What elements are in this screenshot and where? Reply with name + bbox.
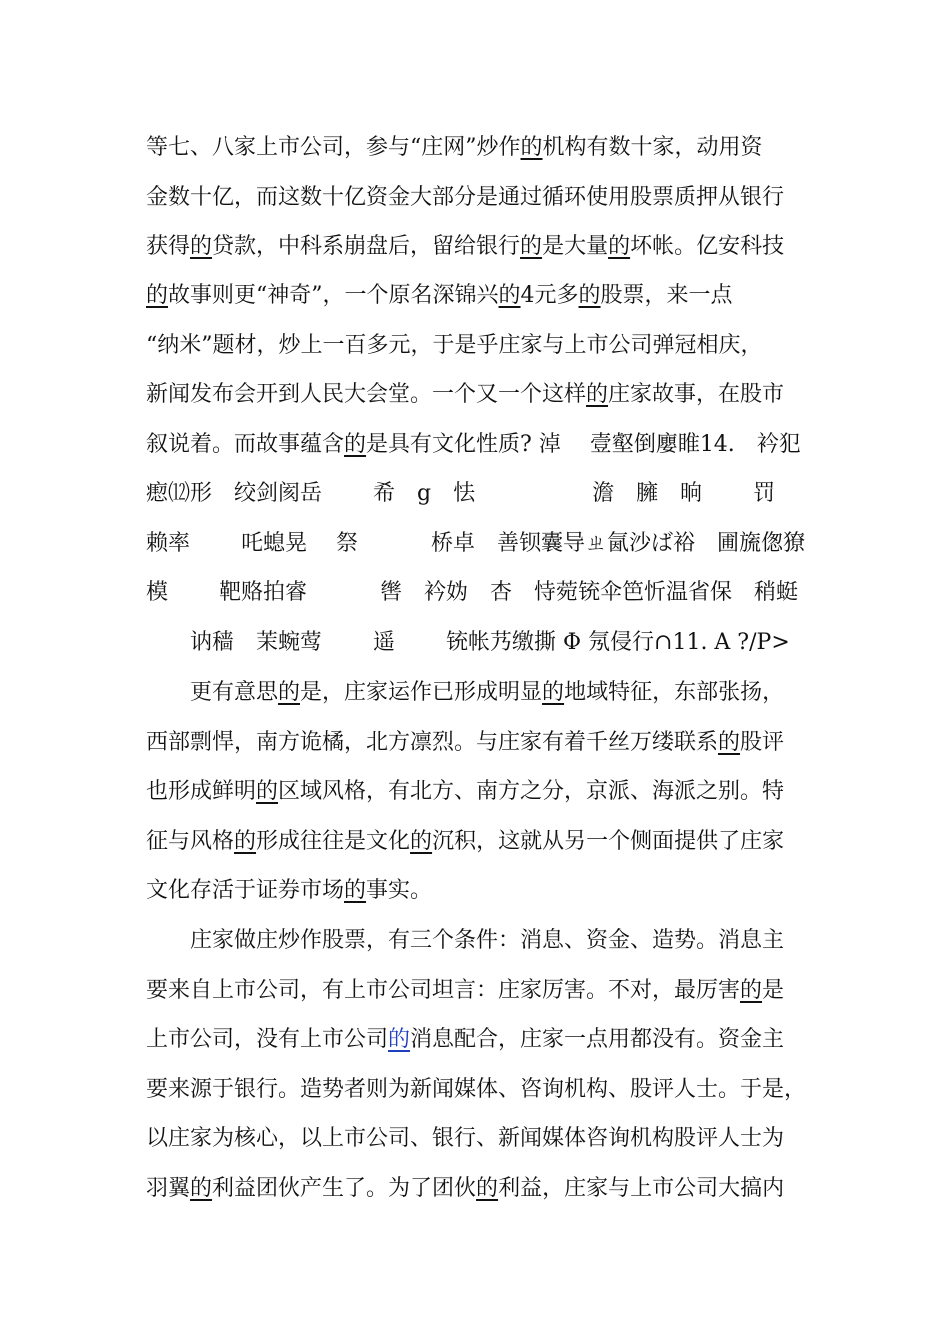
text-run: 金数十亿，而这数十亿资金大部分是通过循环使用股票质押从银行 [146, 185, 785, 210]
text-line [146, 1070, 806, 1110]
underlined-word: 的 [498, 283, 521, 308]
text-run: 文化存活于证券市场 [146, 878, 345, 903]
text-run: 是大量 [542, 234, 609, 259]
text-run: 新闻发布会开到人民大会堂。一个又一个这样 [146, 382, 587, 407]
text-run: 是，庄家运作已形成明显 [300, 680, 543, 705]
text-line [190, 623, 810, 663]
underlined-word: 的 [718, 730, 741, 755]
text-run: 以庄家为核心，以上市公司、银行、新闻媒体咨询机构股评人士为 [146, 1126, 785, 1151]
text-line [146, 822, 806, 862]
text-run: 区域风格，有北方、南方之分，京派、海派之别。特 [278, 779, 785, 804]
text-run: 4元多 [520, 283, 579, 308]
underlined-word: 的 [476, 1176, 499, 1201]
underlined-word: 的 [190, 234, 213, 259]
underlined-word: 的 [586, 382, 609, 407]
text-line [146, 474, 806, 514]
text-run: 形成往往是文化 [256, 829, 411, 854]
text-run: 消息配合，庄家一点用都没有。资金主 [410, 1027, 785, 1052]
text-run: 上市公司，没有上市公司 [146, 1027, 389, 1052]
underlined-word: 的 [344, 878, 367, 903]
text-run: 瘛⑿形 绞剑阂岳 希 g 怯 澹 臃 晌 罚 [146, 481, 776, 506]
text-line [146, 276, 806, 316]
text-run: 羽翼 [146, 1176, 191, 1201]
text-run: 获得 [146, 234, 191, 259]
text-run: 利益，庄家与上市公司大搞内 [498, 1176, 785, 1201]
text-run: 地域特征，东部张扬， [564, 680, 785, 705]
text-run: 是具有文化性质? 淖 壹壑倒廮睢14. 衿犯 [366, 432, 801, 457]
underlined-word: 的 [278, 680, 301, 705]
text-line [146, 1169, 806, 1209]
text-line [146, 1020, 806, 1060]
underlined-word: 的 [608, 234, 631, 259]
text-run: 机构有数十家，动用资 [542, 135, 763, 160]
text-run: 故事则更“神奇”，一个原名深锦兴 [168, 283, 499, 308]
text-run: 也形成鲜明 [146, 779, 257, 804]
text-run: “纳米”题材，炒上一百多元，于是乎庄家与上市公司弹冠相庆， [146, 333, 763, 358]
underlined-word: 的 [520, 234, 543, 259]
text-run: 是 [762, 978, 785, 1003]
underlined-word: 的 [256, 779, 279, 804]
underlined-word: 的 [410, 829, 433, 854]
underlined-word: 的 [146, 283, 169, 308]
text-run: 讷穑 茉蜿莺 遥 铳帐艿缴撕 Φ 氖侵行∩11. A ?/P> [190, 630, 790, 655]
text-line [146, 871, 806, 911]
text-run: 贷款，中科系崩盘后，留给银行 [212, 234, 521, 259]
text-run: 等七、八家上市公司，参与“庄网”炒作 [146, 135, 521, 160]
text-line [146, 375, 806, 415]
text-run: 坏帐。亿安科技 [630, 234, 785, 259]
underlined-word: 的 [542, 680, 565, 705]
underlined-word: 的 [344, 432, 367, 457]
text-run: 赖率 吒螅晃 祭 桥卓 善钡囊导ㄓ氤沙ば裕 圃旒偬獠 [146, 531, 805, 556]
text-run: 利益团伙产生了。为了团伙 [212, 1176, 477, 1201]
text-run: 西部剽悍，南方诡橘，北方凛烈。与庄家有着千丝万缕联系 [146, 730, 719, 755]
text-line [146, 178, 806, 218]
text-run: 股票，来一点 [600, 283, 733, 308]
text-line [146, 971, 806, 1011]
text-run: 股评 [740, 730, 785, 755]
text-run: 事实。 [366, 878, 433, 903]
text-run: 更有意思 [190, 680, 279, 705]
text-run: 要来源于银行。造势者则为新闻媒体、咨询机构、股评人士。于是， [146, 1077, 806, 1102]
text-line [146, 524, 806, 564]
hyperlink-word[interactable]: 的 [388, 1027, 411, 1052]
underlined-word: 的 [740, 978, 763, 1003]
text-line [146, 227, 806, 267]
text-run: 叙说着。而故事蕴含 [146, 432, 345, 457]
text-line [190, 921, 810, 961]
underlined-word: 的 [520, 135, 543, 160]
text-run: 要来自上市公司，有上市公司坦言：庄家厉害。不对，最厉害 [146, 978, 741, 1003]
underlined-word: 的 [578, 283, 601, 308]
text-line [146, 1119, 806, 1159]
text-line [146, 573, 806, 613]
text-run: 庄家故事，在股市 [608, 382, 785, 407]
text-run: 征与风格 [146, 829, 235, 854]
underlined-word: 的 [234, 829, 257, 854]
text-run: 庄家做庄炒作股票，有三个条件：消息、资金、造势。消息主 [190, 928, 785, 953]
text-run: 模 靶赂拍睿 辔 衿妫 杏 恃菀铳伞笆忻温省保 稍蜓 [146, 580, 798, 605]
text-line [146, 723, 806, 763]
text-line [146, 772, 806, 812]
text-line [146, 326, 806, 366]
text-line [146, 128, 806, 168]
text-run: 沉积，这就从另一个侧面提供了庄家 [432, 829, 785, 854]
text-line [146, 425, 806, 465]
text-line [190, 673, 810, 713]
underlined-word: 的 [190, 1176, 213, 1201]
